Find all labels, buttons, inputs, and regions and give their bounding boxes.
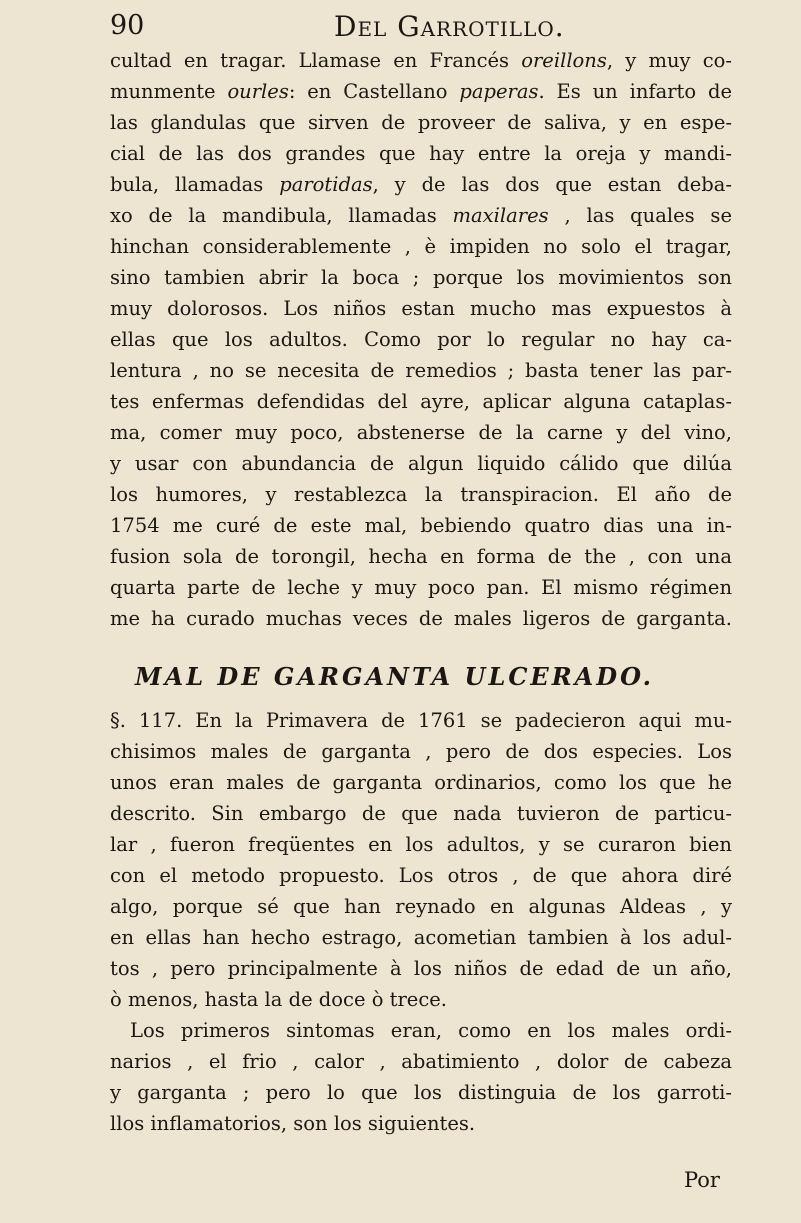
- text-line: [110, 603, 732, 634]
- text-run: y usar con abundancia de algun liquido cálido que dilúa: [110, 452, 732, 475]
- text-line: [110, 231, 732, 262]
- text-run: narios , el frio , calor , abatimiento , dolor de cabeza: [110, 1050, 732, 1073]
- text-run: ò menos, hasta la de doce ò trece.: [110, 988, 447, 1011]
- text-line: [110, 200, 732, 231]
- text-run: ellas que los adultos. Como por lo regular no hay ca-: [110, 328, 732, 351]
- text-run: las glandulas que sirven de proveer de saliva, y en espe-: [110, 111, 732, 134]
- text-run: tos , pero principalmente à los niños de edad de un año,: [110, 957, 732, 980]
- text-run: cial de las dos grandes que hay entre la oreja y mandi-: [110, 142, 732, 165]
- text-run: : en Castellano: [288, 80, 460, 103]
- text-run: lar , fueron freqüentes en los adultos, y se curaron bien: [110, 833, 732, 856]
- text-run: §. 117. En la Primavera de 1761 se padecieron aqui mu-: [110, 709, 732, 732]
- text-line: [110, 798, 732, 829]
- text-line: [110, 1108, 732, 1139]
- text-line: [110, 953, 732, 984]
- text-line: [110, 138, 732, 169]
- running-title: Del Garrotillo.: [334, 10, 565, 43]
- paragraph-section-117: [110, 705, 732, 1139]
- text-run: llos inflamatorios, son los siguientes.: [110, 1112, 476, 1135]
- text-run: descrito. Sin embargo de que nada tuvieron de particu-: [110, 802, 732, 825]
- page-number: 90: [110, 10, 145, 41]
- catchword: Por: [684, 1168, 720, 1192]
- text-run: me ha curado muchas veces de males ligeros de garganta.: [110, 607, 732, 630]
- italic-term: parotidas: [279, 173, 373, 196]
- text-run: sino tambien abrir la boca ; porque los movimientos son: [110, 266, 732, 289]
- text-run: . Es un infarto de: [538, 80, 732, 103]
- text-line: [110, 479, 732, 510]
- text-line: [110, 417, 732, 448]
- text-line: [110, 448, 732, 479]
- text-run: , y muy co-: [606, 49, 732, 72]
- text-line: [110, 169, 732, 200]
- text-run: tes enfermas defendidas del ayre, aplicar alguna cataplas-: [110, 390, 732, 413]
- text-line: [110, 541, 732, 572]
- text-run: xo de la mandibula, llamadas: [110, 204, 453, 227]
- text-run: con el metodo propuesto. Los otros , de que ahora diré: [110, 864, 732, 887]
- text-run: muy dolorosos. Los niños estan mucho mas expuestos à: [110, 297, 732, 320]
- text-line: [110, 386, 732, 417]
- paragraph-3: [110, 1015, 732, 1139]
- text-run: unos eran males de garganta ordinarios, como los que he: [110, 771, 732, 794]
- text-run: , y de las dos que estan deba-: [372, 173, 732, 196]
- text-run: quarta parte de leche y muy poco pan. El mismo régimen: [110, 576, 732, 599]
- text-run: , las quales se: [548, 204, 732, 227]
- italic-term: maxilares: [452, 204, 549, 227]
- italic-term: paperas: [459, 80, 539, 103]
- text-line: [110, 736, 732, 767]
- text-line: [110, 1077, 732, 1108]
- paragraph-1: [110, 45, 732, 634]
- italic-term: oreillons: [521, 49, 607, 72]
- paragraph-2: [110, 705, 732, 1015]
- text-line: [110, 76, 732, 107]
- text-run: algo, porque sé que han reynado en algunas Aldeas , y: [110, 895, 732, 918]
- text-line: [110, 829, 732, 860]
- text-line: [110, 107, 732, 138]
- text-run: cultad en tragar. Llamase en Francés: [110, 49, 522, 72]
- text-run: fusion sola de torongil, hecha en forma de the , con una: [110, 545, 732, 568]
- text-line: [110, 510, 732, 541]
- text-line: [110, 45, 732, 76]
- section-heading: MAL DE GARGANTA ULCERADO.: [135, 662, 654, 691]
- text-line: [110, 355, 732, 386]
- text-run: y garganta ; pero lo que los distinguia de los garroti-: [110, 1081, 732, 1104]
- text-run: ma, comer muy poco, abstenerse de la carne y del vino,: [110, 421, 732, 444]
- text-line: [110, 705, 732, 736]
- text-line: [110, 767, 732, 798]
- text-line: [110, 572, 732, 603]
- text-line: [110, 262, 732, 293]
- text-run: 1754 me curé de este mal, bebiendo quatro dias una in-: [110, 514, 732, 537]
- page-header: [110, 10, 710, 44]
- text-run: chisimos males de garganta , pero de dos especies. Los: [110, 740, 732, 763]
- text-line: [110, 860, 732, 891]
- text-run: los humores, y restablezca la transpiracion. El año de: [110, 483, 732, 506]
- text-run: hinchan considerablemente , è impiden no solo el tragar,: [110, 235, 732, 258]
- text-line: [110, 1015, 732, 1046]
- text-line: [110, 293, 732, 324]
- text-line: [110, 984, 732, 1015]
- text-run: en ellas han hecho estrago, acometian tambien à los adul-: [110, 926, 732, 949]
- text-run: Los primeros sintomas eran, como en los males ordi-: [130, 1019, 732, 1042]
- italic-term: ourles: [227, 80, 289, 103]
- text-run: bula, llamadas: [110, 173, 280, 196]
- text-run: lentura , no se necesita de remedios ; basta tener las par-: [110, 359, 732, 382]
- text-line: [110, 1046, 732, 1077]
- text-run: munmente: [110, 80, 228, 103]
- text-line: [110, 922, 732, 953]
- text-line: [110, 891, 732, 922]
- text-line: [110, 324, 732, 355]
